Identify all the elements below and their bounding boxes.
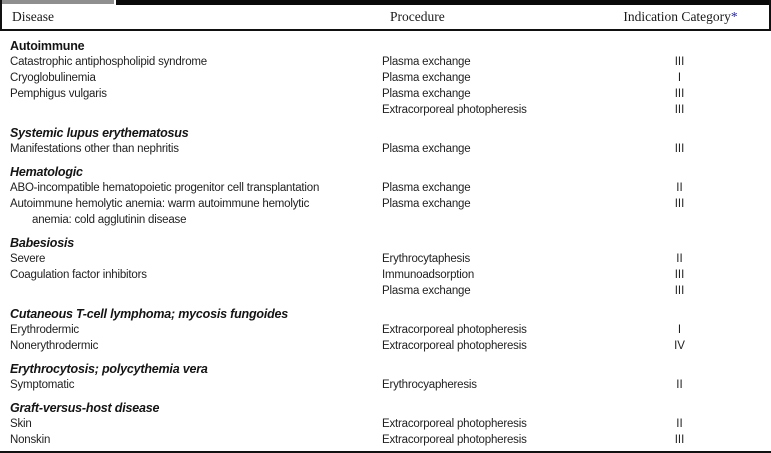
indication-category-cell: IV [674, 340, 685, 352]
procedure-cell: Plasma exchange [382, 143, 471, 155]
disease-cell: Pemphigus vulgaris [10, 88, 107, 100]
indication-category-cell: III [674, 269, 685, 281]
table-section [0, 306, 771, 354]
table-top-rules [2, 0, 769, 5]
table-section [0, 164, 771, 228]
table-row [0, 102, 771, 118]
indication-category-cell: III [674, 434, 685, 446]
procedure-cell: Extracorporeal photopheresis [382, 340, 527, 352]
procedure-cell: Extracorporeal photopheresis [382, 324, 527, 336]
table-section [0, 400, 771, 448]
column-header-indication-category [600, 9, 761, 25]
section-header: Hematologic [10, 165, 83, 179]
table-row [0, 338, 771, 354]
table-row [0, 86, 771, 102]
procedure-cell: Extracorporeal photopheresis [382, 434, 527, 446]
table-row [0, 70, 771, 86]
disease-cell: Manifestations other than nephritis [10, 143, 179, 155]
indication-category-cell: III [674, 56, 685, 68]
disease-cell: Nonskin [10, 434, 51, 446]
indication-category-cell: III [674, 285, 685, 297]
table-section [0, 125, 771, 157]
indication-category-cell: III [674, 143, 685, 155]
table-header-row [2, 5, 769, 29]
table-top-rule [116, 0, 769, 5]
procedure-cell: Plasma exchange [382, 56, 471, 68]
procedure-cell: Extracorporeal photopheresis [382, 418, 527, 430]
indication-category-cell: II [676, 253, 683, 265]
table-header-band [0, 0, 771, 31]
indication-category-cell: II [676, 379, 683, 391]
table-row [0, 196, 771, 228]
disease-cell-continuation: anemia: cold agglutinin disease [32, 214, 187, 226]
disease-cell: Autoimmune hemolytic anemia: warm autoimmune hemolytic anemia: cold agglutinin disease [0, 196, 382, 228]
disease-cell: Catastrophic antiphospholipid syndrome [10, 56, 207, 68]
table-section [0, 361, 771, 393]
table-row [0, 180, 771, 196]
table-continuation-tab [2, 0, 114, 4]
section-header: Autoimmune [10, 39, 85, 53]
procedure-cell: Immunoadsorption [382, 269, 475, 281]
table-row [0, 377, 771, 393]
section-header: Babesiosis [10, 236, 75, 250]
table-row [0, 54, 771, 70]
indication-category-cell: II [676, 418, 683, 430]
table-section [0, 235, 771, 299]
table-row [0, 251, 771, 267]
disease-cell: Cryoglobulinemia [10, 72, 96, 84]
disease-cell: Skin [10, 418, 32, 430]
table-row [0, 267, 771, 283]
disease-cell [0, 283, 382, 299]
table-section [0, 38, 771, 118]
procedure-cell: Plasma exchange [382, 285, 471, 297]
procedure-cell: Extracorporeal photopheresis [382, 104, 527, 116]
indication-category-cell: III [674, 198, 685, 210]
table-row [0, 283, 771, 299]
table-row [0, 416, 771, 432]
indication-category-cell: II [676, 182, 683, 194]
column-header-disease: Disease [12, 9, 54, 24]
procedure-cell: Plasma exchange [382, 198, 471, 210]
section-header: Graft-versus-host disease [10, 401, 160, 415]
section-header: Erythrocytosis; polycythemia vera [10, 362, 208, 376]
table-row [0, 141, 771, 157]
indication-category-label: Indication Category [623, 9, 731, 24]
disease-cell: Severe [10, 253, 46, 265]
footnote-asterisk-link[interactable]: * [730, 9, 738, 24]
indication-category-cell: III [674, 88, 685, 100]
disease-cell: ABO-incompatible hematopoietic progenitor cell transplantation [10, 182, 320, 194]
procedure-cell: Plasma exchange [382, 182, 471, 194]
disease-cell: Erythrodermic [10, 324, 79, 336]
indication-category-cell: I [677, 324, 682, 336]
indication-category-cell: III [674, 104, 685, 116]
indication-category-cell: I [677, 72, 682, 84]
procedure-cell: Plasma exchange [382, 72, 471, 84]
table-row [0, 432, 771, 448]
disease-cell [0, 102, 382, 118]
procedure-cell: Erythrocytaphesis [382, 253, 470, 265]
disease-cell: Coagulation factor inhibitors [10, 269, 147, 281]
disease-cell: Symptomatic [10, 379, 75, 391]
section-header: Systemic lupus erythematosus [10, 126, 189, 140]
column-header-procedure: Procedure [390, 9, 445, 24]
procedure-cell: Plasma exchange [382, 88, 471, 100]
table-body [0, 31, 771, 448]
procedure-cell: Erythrocyapheresis [382, 379, 477, 391]
table-row [0, 322, 771, 338]
disease-cell: Nonerythrodermic [10, 340, 99, 352]
section-header: Cutaneous T-cell lymphoma; mycosis fungoides [10, 307, 289, 321]
